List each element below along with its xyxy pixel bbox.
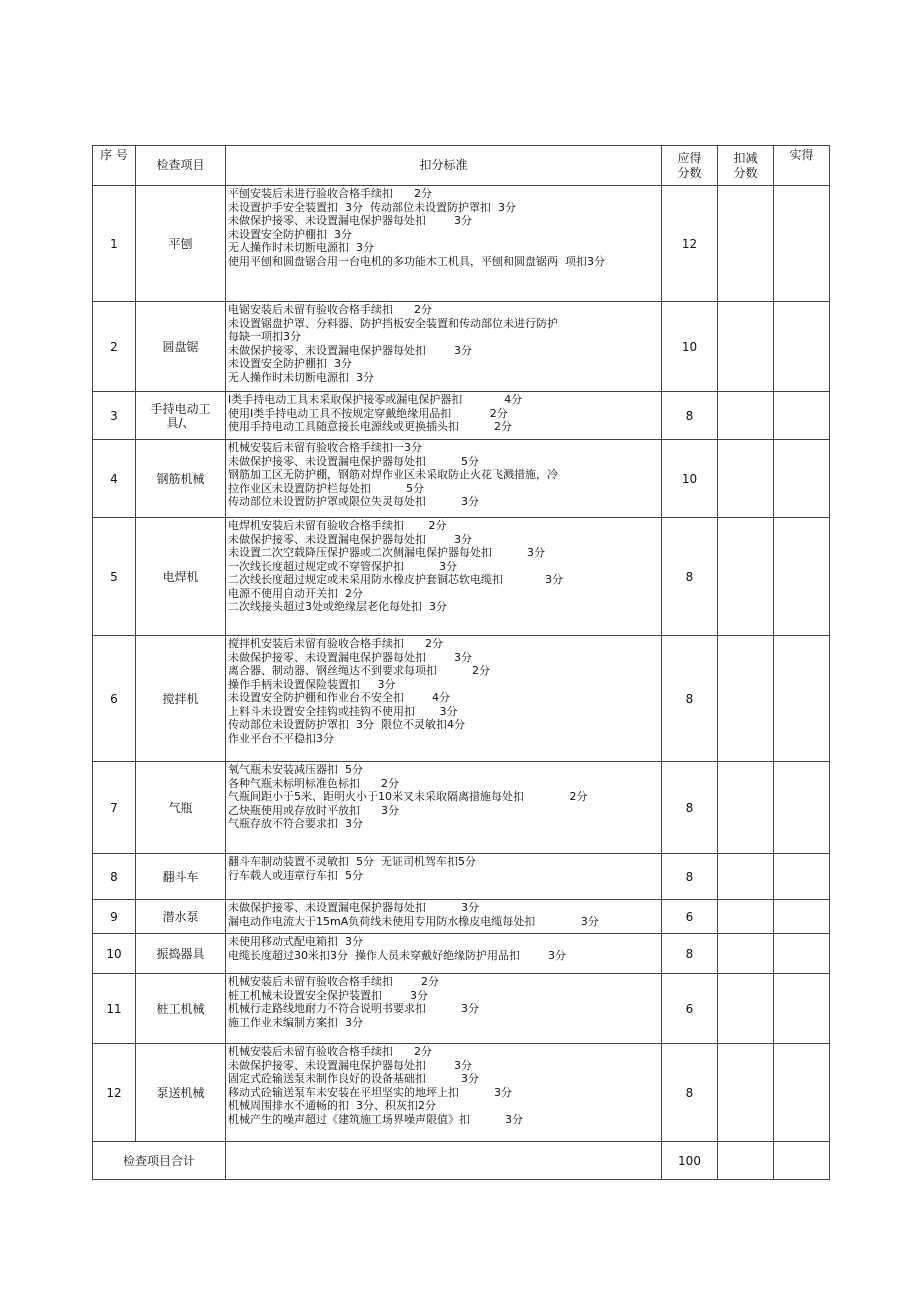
row-item-name: 振捣器具 — [156, 946, 205, 961]
row-actual-cell — [774, 900, 830, 934]
total-deduct-cell — [718, 1142, 774, 1180]
standard-line: 未设置安全防护棚扣 3分 — [228, 357, 352, 370]
row-seq: 3 — [93, 392, 136, 440]
header-deduct-line1: 扣减 — [733, 150, 758, 165]
table-row — [93, 518, 830, 636]
row-standards — [226, 392, 662, 440]
standard-line: 未做保护接零、未设置漏电保护器每处扣 3分 — [228, 901, 479, 914]
table-row — [93, 934, 830, 974]
row-deduct-cell — [718, 1044, 774, 1142]
standard-line: 每缺一项扣3分 — [228, 330, 301, 343]
row-score: 8 — [662, 636, 718, 762]
row-seq: 9 — [93, 900, 136, 934]
header-seq: 序 号 — [93, 146, 136, 186]
row-item-name: 桩工机械 — [156, 1001, 205, 1016]
standard-line: 机械周围排水不通畅的扣 3分、积灰扣2分 — [228, 1099, 436, 1112]
row-standards — [226, 440, 662, 518]
row-item-name: 手持电动工 具/、 — [150, 401, 211, 430]
table-row — [93, 302, 830, 392]
row-actual-cell — [774, 762, 830, 854]
standard-line: 气瓶间距小于5米、距明火小于10米又未采取隔离措施每处扣 2分 — [228, 790, 588, 803]
row-item-cell — [136, 186, 226, 302]
row-score: 8 — [662, 854, 718, 900]
standard-line: 操作手柄未设置保险装置扣 3分 — [228, 677, 396, 691]
row-actual-cell — [774, 934, 830, 974]
row-item-cell — [136, 518, 226, 636]
standard-line: 二次线长度超过规定或未采用防水橡皮护套铜芯软电缆扣 3分 — [228, 573, 563, 586]
total-actual-cell — [774, 1142, 830, 1180]
row-score: 6 — [662, 900, 718, 934]
row-score: 10 — [662, 302, 718, 392]
row-item-name: 翻斗车 — [162, 869, 199, 884]
header-deduct-line2: 分数 — [733, 165, 758, 180]
row-item-name: 潜水泵 — [162, 909, 199, 924]
standard-line: 行车载人或违章行车扣 5分 — [228, 868, 363, 882]
total-score: 100 — [662, 1142, 718, 1180]
standard-line: 乙炔瓶使用或存放时平放扣 3分 — [228, 803, 399, 817]
standard-line: 机械安装后未留有验收合格手续扣 2分 — [228, 975, 439, 988]
standard-line: 翻斗车制动装置不灵敏扣 5分 无证司机驾车扣5分 — [228, 855, 476, 868]
standard-line: 未设置二次空载降压保护器或二次侧漏电保护器每处扣 3分 — [228, 546, 545, 559]
standard-line: 未做保护接零、未设置漏电保护器每处扣 5分 — [228, 454, 479, 468]
row-seq: 5 — [93, 518, 136, 636]
table-row — [93, 1044, 830, 1142]
row-seq: 2 — [93, 302, 136, 392]
row-deduct-cell — [718, 974, 774, 1044]
table-row — [93, 636, 830, 762]
row-standards — [226, 186, 662, 302]
row-actual-cell — [774, 392, 830, 440]
row-deduct-cell — [718, 934, 774, 974]
row-item-name: 气瓶 — [168, 800, 193, 815]
row-deduct-cell — [718, 854, 774, 900]
standard-line: 电源不使用自动开关扣 2分 — [228, 586, 363, 600]
standard-line: 未做保护接零、未设置漏电保护器每处扣 3分 — [228, 650, 472, 664]
row-score: 10 — [662, 440, 718, 518]
row-seq: 1 — [93, 186, 136, 302]
row-actual-cell — [774, 974, 830, 1044]
row-deduct-cell — [718, 392, 774, 440]
standard-line: 电焊机安装后未留有验收合格手续扣 2分 — [228, 519, 447, 532]
table-row — [93, 974, 830, 1044]
standard-line: 各种气瓶未标明标准色标扣 2分 — [228, 776, 399, 790]
standard-line: 未做保护接零、未设置漏电保护器每处扣 3分 — [228, 214, 472, 227]
standard-line: 电锯安装后未留有验收合格手续扣 2分 — [228, 303, 432, 316]
table-body — [93, 186, 830, 1142]
total-row — [93, 1142, 830, 1180]
standard-line: 施工作业未编制方案扣 3分 — [228, 1015, 363, 1029]
row-actual-cell — [774, 854, 830, 900]
row-deduct-cell — [718, 518, 774, 636]
row-deduct-cell — [718, 636, 774, 762]
row-score: 8 — [662, 392, 718, 440]
row-standards — [226, 974, 662, 1044]
row-deduct-cell — [718, 186, 774, 302]
row-item-cell — [136, 854, 226, 900]
row-seq: 12 — [93, 1044, 136, 1142]
standard-line: 未做保护接零、未设置漏电保护器每处扣 3分 — [228, 343, 472, 357]
standard-line: 电缆长度超过30米扣3分 操作人员未穿戴好绝缘防护用品扣 3分 — [228, 948, 566, 962]
standard-line: 无人操作时未切断电源扣 3分 — [228, 370, 374, 384]
standard-line: 钢筋加工区无防护棚，钢筋对焊作业区未采取防止火花飞溅措施，冷 — [228, 468, 558, 481]
row-standards — [226, 302, 662, 392]
standard-line: 未设置护手安全装置扣 3分 传动部位未设置防护罩扣 3分 — [228, 200, 516, 214]
row-standards — [226, 854, 662, 900]
standard-line: 离合器、制动器、钢丝绳达不到要求每项扣 2分 — [228, 664, 490, 677]
row-standards — [226, 636, 662, 762]
standard-line: 机械安装后未留有验收合格手续扣一3分 — [228, 441, 422, 454]
standard-line: 无人操作时未切断电源扣 3分 — [228, 241, 374, 254]
row-item-name: 圆盘锯 — [162, 339, 199, 354]
table-row — [93, 392, 830, 440]
standard-line: 一次线长度超过规定或不穿管保护扣 3分 — [228, 559, 457, 573]
standard-line: 机械安装后未留有验收合格手续扣 2分 — [228, 1045, 432, 1058]
standard-line: 漏电动作电流大于15mA负荷线未使用专用防水橡皮电缆每处扣 3分 — [228, 914, 599, 928]
header-standard: 扣分标准 — [226, 146, 662, 186]
standard-line: 未做保护接零、未设置漏电保护器每处扣 3分 — [228, 532, 472, 546]
total-label: 检查项目合计 — [93, 1142, 226, 1180]
row-seq: 11 — [93, 974, 136, 1044]
row-deduct-cell — [718, 302, 774, 392]
row-actual-cell — [774, 186, 830, 302]
row-deduct-cell — [718, 762, 774, 854]
standard-line: 二次线接头超过3处或绝缘层老化每处扣 3分 — [228, 600, 447, 613]
standard-line: 作业平台不平稳扣3分 — [228, 731, 334, 745]
table-row — [93, 186, 830, 302]
row-seq: 8 — [93, 854, 136, 900]
table-row — [93, 440, 830, 518]
row-item-cell — [136, 392, 226, 440]
row-score: 8 — [662, 934, 718, 974]
standard-line: 传动部位未设置防护罩扣 3分 限位不灵敏扣4分 — [228, 718, 465, 731]
header-score-line2: 分数 — [677, 165, 702, 180]
row-standards — [226, 518, 662, 636]
row-seq: 6 — [93, 636, 136, 762]
row-item-cell — [136, 974, 226, 1044]
standard-line: 移动式砼输送泵车未安装在平坦坚实的地坪上扣 3分 — [228, 1085, 512, 1099]
row-deduct-cell — [718, 440, 774, 518]
header-actual: 实得 — [774, 146, 830, 186]
row-actual-cell — [774, 302, 830, 392]
standard-line: 桩工机械未设置安全保护装置扣 3分 — [228, 988, 428, 1002]
row-actual-cell — [774, 1044, 830, 1142]
standard-line: 使用平刨和圆盘锯合用一台电机的多功能木工机具，平刨和圆盘锯两 项扣3分 — [228, 254, 605, 268]
row-seq: 10 — [93, 934, 136, 974]
standard-line: 平刨安装后未进行验收合格手续扣 2分 — [228, 187, 432, 200]
standard-line: 未做保护接零、未设置漏电保护器每处扣 3分 — [228, 1058, 472, 1072]
standard-line: 气瓶存放不符合要求扣 3分 — [228, 817, 363, 830]
row-item-cell — [136, 440, 226, 518]
header-score-line1: 应得 — [677, 150, 702, 165]
standard-line: 使用I类手持电动工具不按规定穿戴绝缘用品扣 2分 — [228, 406, 508, 420]
row-score: 8 — [662, 762, 718, 854]
row-standards — [226, 762, 662, 854]
table-row — [93, 854, 830, 900]
standard-line: 机械行走路线地耐力不符合说明书要求扣 3分 — [228, 1002, 479, 1015]
header-row — [93, 146, 830, 186]
row-item-name: 搅拌机 — [162, 691, 199, 706]
row-standards — [226, 1044, 662, 1142]
total-standard-cell — [226, 1142, 662, 1180]
row-deduct-cell — [718, 900, 774, 934]
row-actual-cell — [774, 636, 830, 762]
standard-line: 搅拌机安装后未留有验收合格手续扣 2分 — [228, 637, 443, 650]
row-item-cell — [136, 900, 226, 934]
row-item-cell — [136, 762, 226, 854]
standard-line: 传动部位未设置防护罩或限位失灵每处扣 3分 — [228, 495, 479, 508]
row-item-cell — [136, 636, 226, 762]
row-item-name: 电焊机 — [162, 569, 199, 584]
row-actual-cell — [774, 440, 830, 518]
standard-line: 未设置安全防护棚扣 3分 — [228, 227, 352, 241]
inspection-score-table — [92, 145, 830, 1180]
row-item-cell — [136, 1044, 226, 1142]
standard-line: 未使用移动式配电箱扣 3分 — [228, 935, 363, 948]
row-seq: 7 — [93, 762, 136, 854]
row-score: 12 — [662, 186, 718, 302]
row-item-name: 平刨 — [168, 236, 193, 251]
row-item-cell — [136, 302, 226, 392]
standard-line: I类手持电动工具未采取保护接零或漏电保护器扣 4分 — [228, 393, 523, 406]
header-item: 检查项目 — [136, 146, 226, 186]
standard-line: 机械产生的噪声超过《建筑施工场界噪声限值》扣 3分 — [228, 1112, 523, 1126]
header-score — [662, 146, 718, 186]
row-item-name: 泵送机械 — [156, 1085, 205, 1100]
row-actual-cell — [774, 518, 830, 636]
standard-line: 氧气瓶未安装减压器扣 5分 — [228, 763, 363, 776]
row-seq: 4 — [93, 440, 136, 518]
row-item-name: 钢筋机械 — [156, 471, 205, 486]
row-score: 8 — [662, 518, 718, 636]
row-standards — [226, 900, 662, 934]
standard-line: 拉作业区未设置防护栏每处扣 5分 — [228, 481, 424, 495]
standard-line: 上料斗未设置安全挂钩或挂钩不使用扣 3分 — [228, 704, 458, 718]
row-score: 6 — [662, 974, 718, 1044]
standard-line: 使用手持电动工具随意接长电源线或更换插头扣 2分 — [228, 420, 512, 433]
standard-line: 未设置安全防护棚和作业台不安全扣 4分 — [228, 691, 450, 704]
standard-line: 未设置锯盘护罩、分料器、防护挡板安全装置和传动部位未进行防护 — [228, 316, 558, 330]
table-row — [93, 900, 830, 934]
row-standards — [226, 934, 662, 974]
row-score: 8 — [662, 1044, 718, 1142]
header-deduct — [718, 146, 774, 186]
row-item-cell — [136, 934, 226, 974]
standard-line: 固定式砼输送泵未制作良好的设备基础扣 3分 — [228, 1072, 479, 1085]
table-row — [93, 762, 830, 854]
